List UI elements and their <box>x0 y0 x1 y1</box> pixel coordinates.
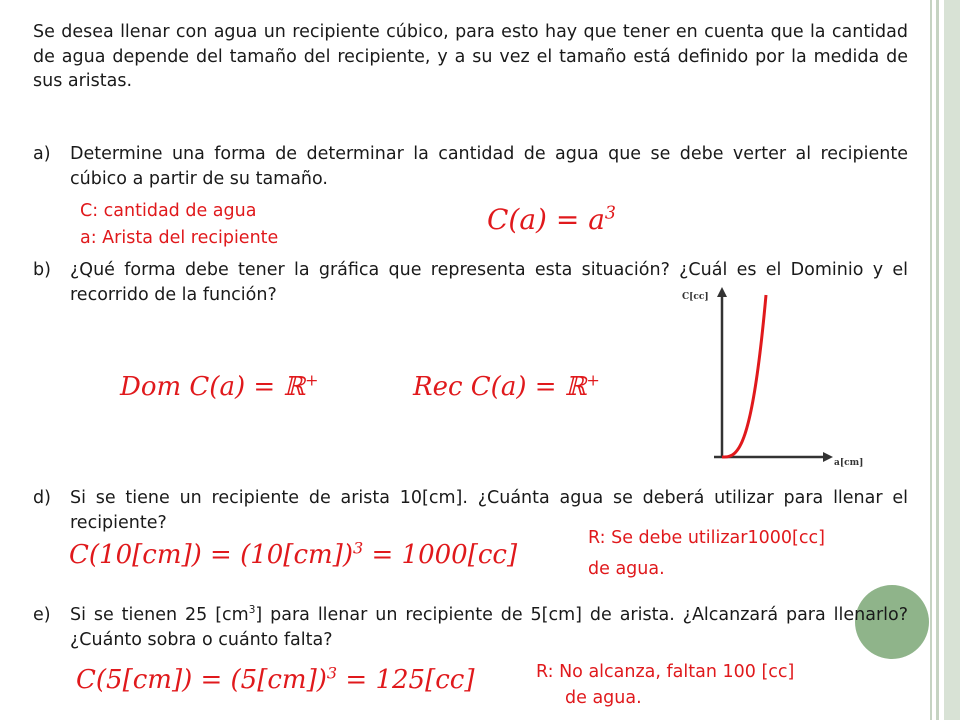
formula-cube-main: C(a) = a <box>487 203 605 236</box>
question-e <box>33 603 908 653</box>
cubic-function-graph <box>680 285 880 480</box>
question-e-label: e) <box>33 605 51 625</box>
frame-line <box>936 0 939 720</box>
domain-formula-main: Dom C(a) = ℝ <box>120 372 306 402</box>
formula-e-exp: 3 <box>326 663 338 683</box>
formula-e-result: = 125[cc] <box>337 665 475 695</box>
question-a <box>33 142 908 192</box>
domain-formula <box>120 372 319 402</box>
x-axis-label: a[cm] <box>834 458 864 468</box>
answer-e-line1: R: No alcanza, faltan 100 [cc] <box>536 662 795 682</box>
frame-band <box>944 0 960 720</box>
range-formula-exp: + <box>586 370 600 390</box>
answer-e-line2: de agua. <box>565 688 642 708</box>
variable-a-definition: a: Arista del recipiente <box>80 228 279 248</box>
y-axis-label: C[cc] <box>682 292 709 302</box>
formula-d-main: C(10[cm]) = (10[cm]) <box>69 540 353 570</box>
variable-c-definition: C: cantidad de agua <box>80 201 257 221</box>
question-b-text: ¿Qué forma debe tener la gráfica que representa esta situación? ¿Cuál es el Dominio y el recorrido de la función? <box>70 260 908 305</box>
y-axis-arrow <box>717 287 727 297</box>
domain-formula-exp: + <box>305 370 319 390</box>
question-e-text-exp: 3 <box>248 604 256 617</box>
range-formula-main: Rec C(a) = ℝ <box>413 372 587 402</box>
formula-e <box>76 665 474 695</box>
intro-paragraph: Se desea llenar con agua un recipiente cúbico, para esto hay que tener en cuenta que la cantidad de agua depende del tamaño del recipiente, y a su vez el tamaño está definido por la medida de sus aristas. <box>33 22 908 91</box>
range-formula <box>413 372 600 402</box>
question-e-text-pre: Si se tienen 25 [cm <box>70 605 249 625</box>
answer-d-line1: R: Se debe utilizar1000[cc] <box>588 528 825 548</box>
formula-d-exp: 3 <box>352 538 364 558</box>
formula-cube-exp: 3 <box>604 203 616 224</box>
question-e-text <box>70 603 908 652</box>
x-axis-arrow <box>823 452 833 462</box>
answer-d-line2: de agua. <box>588 559 665 579</box>
question-e-text-post: ] para llenar un recipiente de 5[cm] de arista. ¿Alcanzará para llenarlo?¿Cuánto sobra o cuánto falta? <box>70 605 908 650</box>
formula-d <box>69 540 517 570</box>
frame-line <box>930 0 932 720</box>
question-a-text: Determine una forma de determinar la cantidad de agua que se debe verter al recipiente cúbico a partir de su tamaño. <box>70 144 908 189</box>
question-b-label: b) <box>33 260 51 280</box>
formula-cube <box>487 203 616 236</box>
formula-d-result: = 1000[cc] <box>363 540 518 570</box>
question-d-label: d) <box>33 488 51 508</box>
cubic-curve <box>722 295 766 457</box>
formula-e-main: C(5[cm]) = (5[cm]) <box>76 665 327 695</box>
question-d-text: Si se tiene un recipiente de arista 10[cm]. ¿Cuánta agua se deberá utilizar para llenar el recipiente? <box>70 488 908 533</box>
question-a-label: a) <box>33 144 51 164</box>
